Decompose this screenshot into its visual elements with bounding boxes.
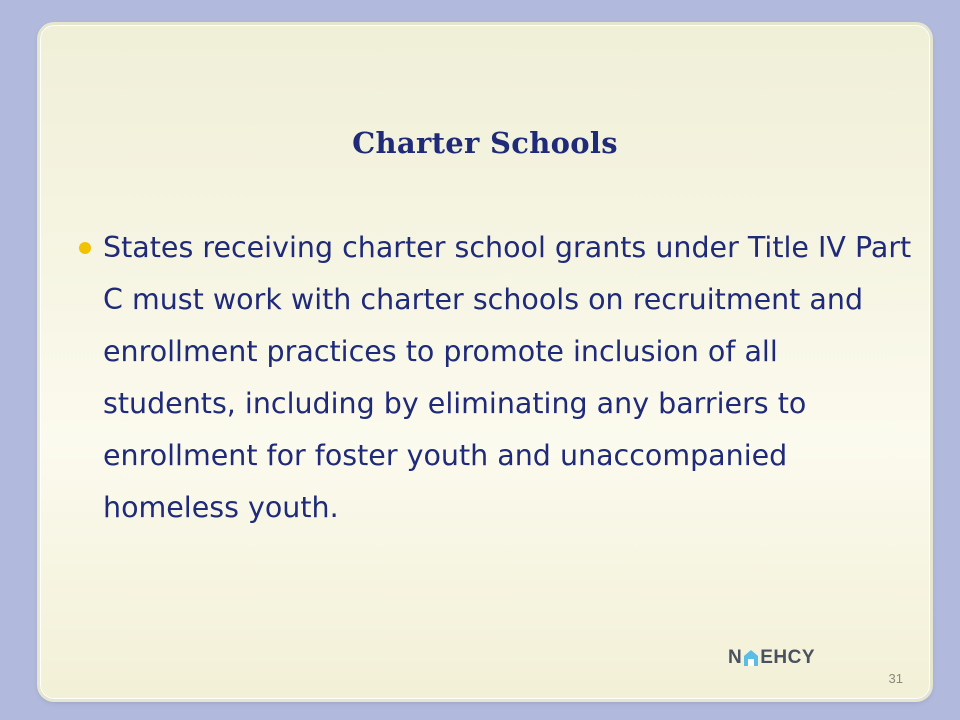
house-icon: [743, 649, 759, 667]
slide-title: Charter Schools: [352, 126, 618, 160]
bullet-dot-icon: [79, 242, 91, 254]
bullet-list: [79, 222, 919, 534]
bullet-item: [79, 222, 919, 534]
logo-text-left: N: [728, 647, 743, 668]
page-number: 31: [888, 671, 903, 686]
bullet-text: States receiving charter school grants under Title IV Part C must work with charter schools on recruitment and enrollment practices to promote inclusion of all students, including by eliminating any barriers to enrollment for foster youth and unaccompanied homeless youth.: [103, 231, 912, 524]
slide-panel: [40, 25, 930, 699]
nchey-logo: [728, 647, 815, 669]
logo-text-right: EHCY: [760, 647, 816, 668]
